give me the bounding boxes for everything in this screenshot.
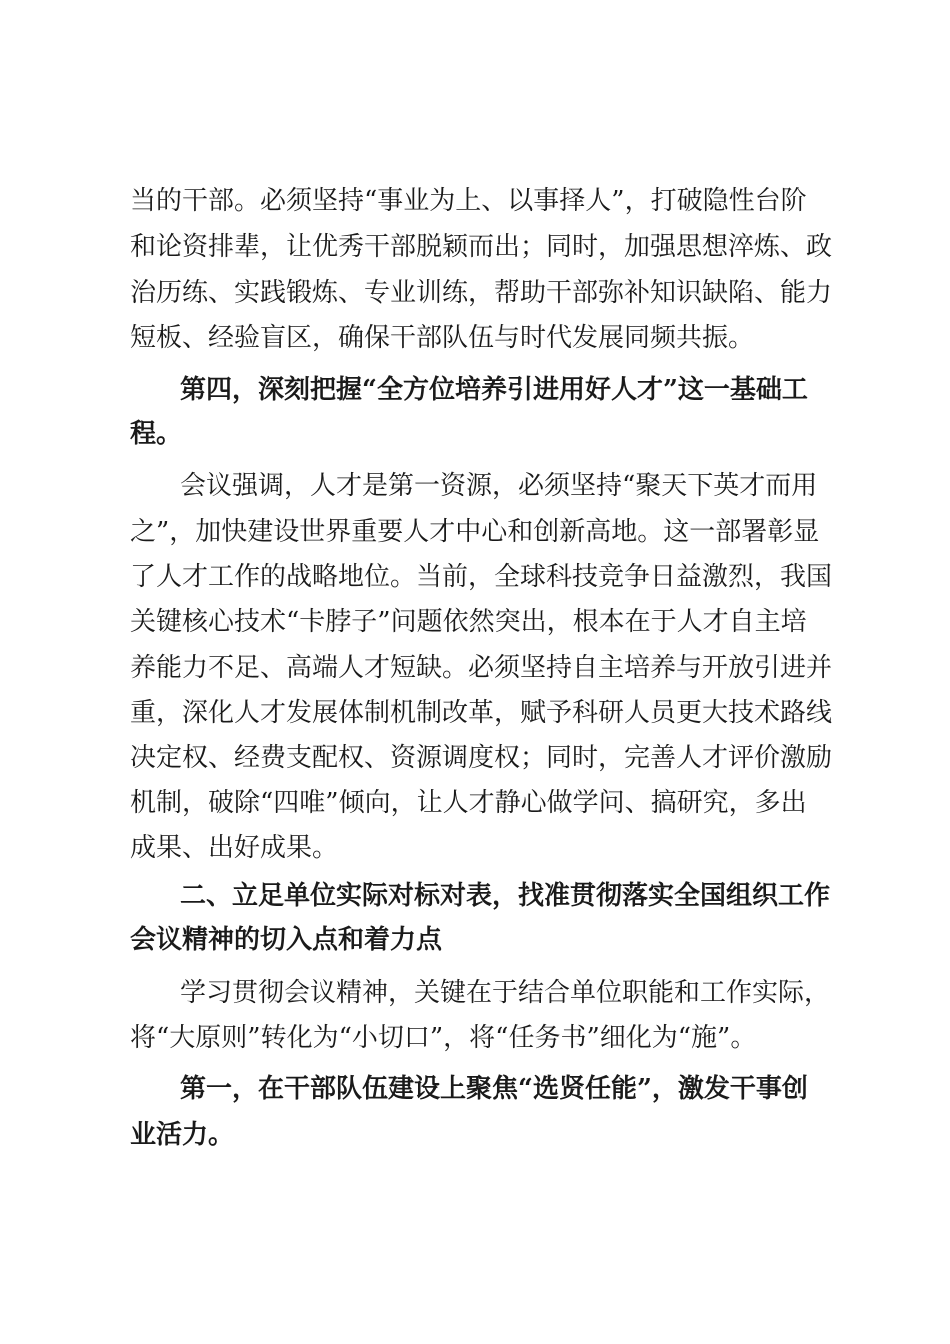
paragraph-line: 关键核心技术“卡脖子”问题依然突出，根本在于人才自主培 [130, 607, 807, 637]
paragraph-line: 成果、出好成果。 [130, 833, 339, 863]
section-heading: 会议精神的切入点和着力点 [130, 925, 443, 955]
paragraph-line: 重，深化人才发展体制机制改革，赋予科研人员更大技术路线 [130, 698, 833, 728]
section-heading: 第一，在干部队伍建设上聚焦“选贤任能”，激发干事创 [180, 1074, 808, 1104]
paragraph-line: 机制，破除“四唯”倾向，让人才静心做学问、搞研究，多出 [130, 788, 807, 818]
paragraph-line: 短板、经验盲区，确保干部队伍与时代发展同频共振。 [130, 323, 755, 353]
paragraph-line: 治历练、实践锻炼、专业训练，帮助干部弥补知识缺陷、能力 [130, 278, 833, 308]
paragraph-line: 了人才工作的战略地位。当前，全球科技竞争日益激烈，我国 [130, 562, 833, 592]
section-heading: 二、立足单位实际对标对表，找准贯彻落实全国组织工作 [180, 881, 831, 911]
paragraph-line: 学习贯彻会议精神，关键在于结合单位职能和工作实际， [180, 978, 831, 1008]
paragraph-line: 会议强调，人才是第一资源，必须坚持“聚天下英才而用 [180, 471, 818, 501]
section-heading: 程。 [130, 419, 183, 449]
paragraph-line: 养能力不足、高端人才短缺。必须坚持自主培养与开放引进并 [130, 653, 833, 683]
paragraph-line: 将“大原则”转化为“小切口”，将“任务书”细化为“施”。 [130, 1023, 757, 1053]
paragraph-line: 和论资排辈，让优秀干部脱颖而出；同时，加强思想淬炼、政 [130, 232, 833, 262]
paragraph-line: 决定权、经费支配权、资源调度权；同时，完善人才评价激励 [130, 743, 833, 773]
section-heading: 第四，深刻把握“全方位培养引进用好人才”这一基础工 [180, 375, 808, 405]
paragraph-line: 当的干部。必须坚持“事业为上、以事择人”，打破隐性台阶 [130, 186, 807, 216]
paragraph-line: 之”，加快建设世界重要人才中心和创新高地。这一部署彰显 [130, 517, 820, 547]
section-heading: 业活力。 [130, 1120, 235, 1150]
